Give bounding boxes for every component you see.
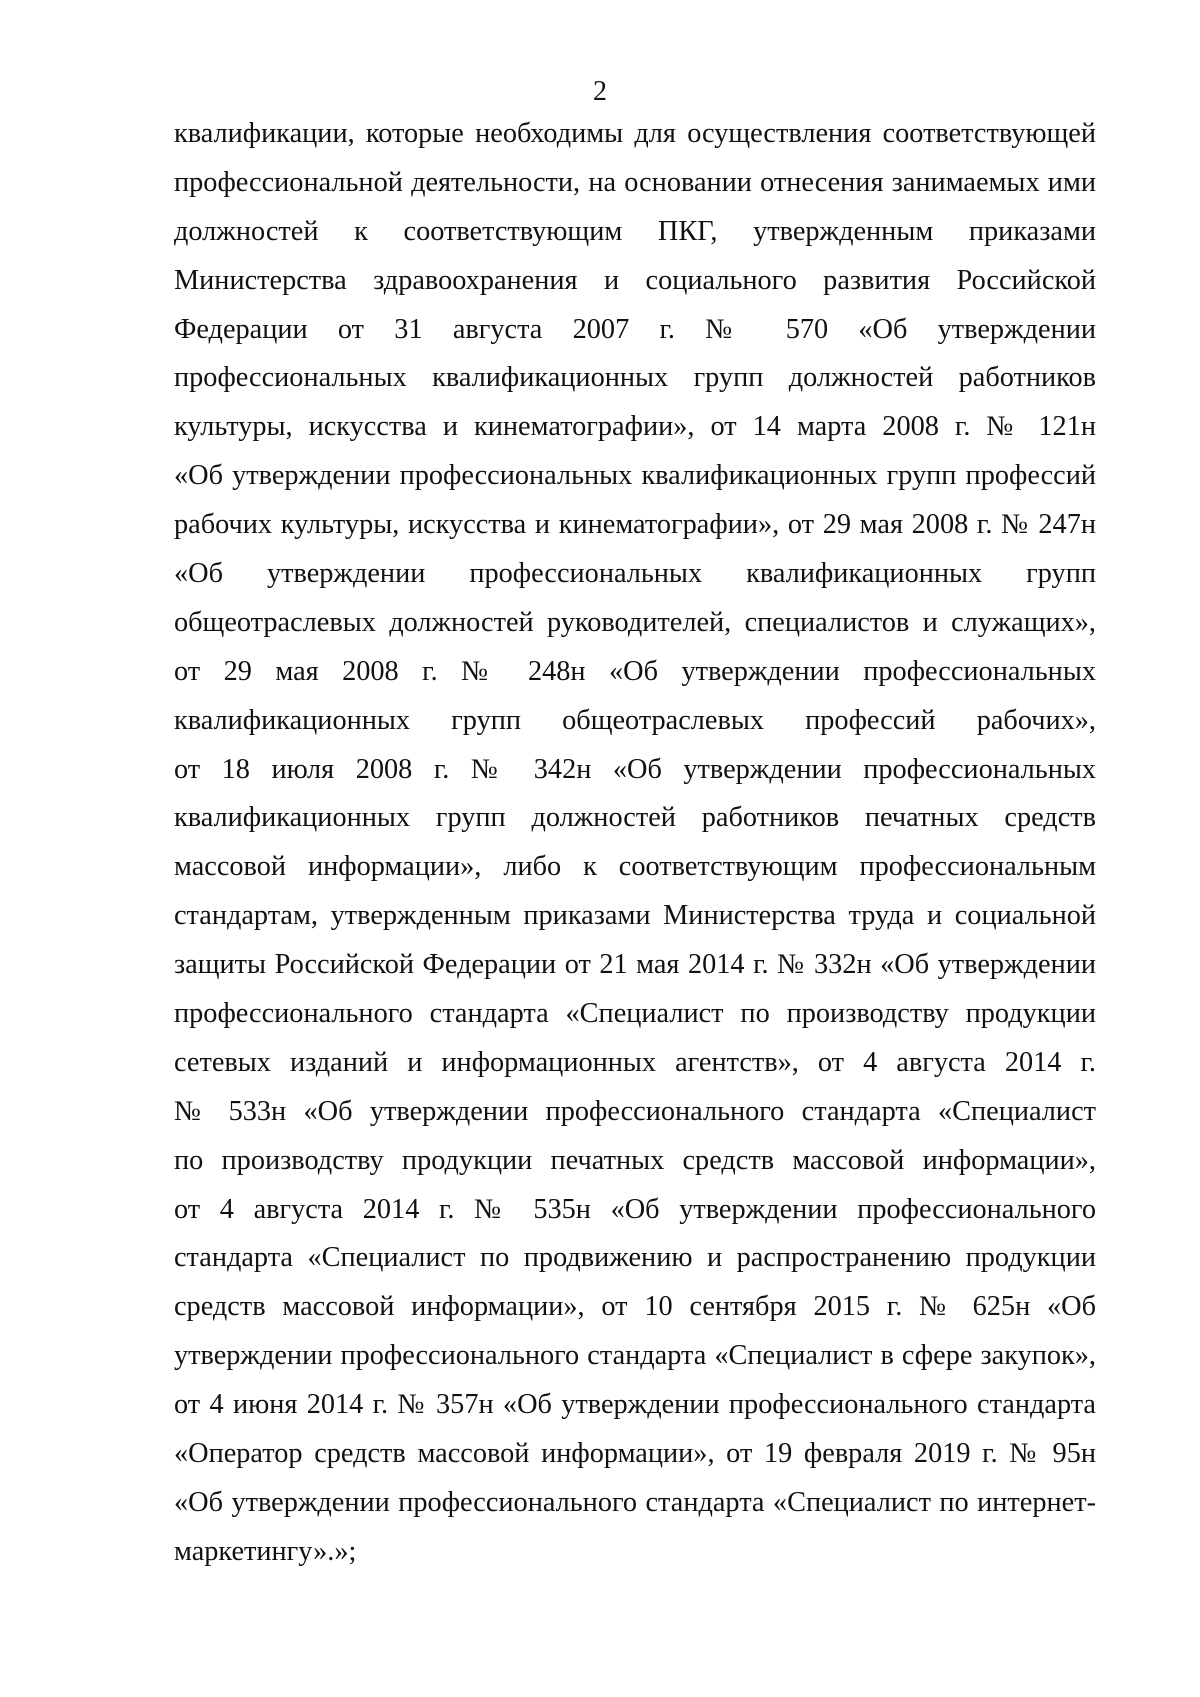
text-line: маркетингу».»; (174, 1535, 357, 1567)
text-line: от 4 августа 2014 г. № 535н «Об утверждении профессионального (174, 1193, 1096, 1225)
text-line: стандартам, утвержденным приказами Министерства труда и социальной (174, 900, 1096, 932)
text-line: от 4 июня 2014 г. № 357н «Об утверждении профессионального стандарта (174, 1389, 1096, 1421)
body-paragraph (174, 110, 1096, 1577)
text-line: квалификационных групп общеотраслевых профессий рабочих», (174, 704, 1096, 736)
text-line: квалификационных групп должностей работников печатных средств (174, 802, 1096, 834)
text-line: сетевых изданий и информационных агентств», от 4 августа 2014 г. (174, 1046, 1096, 1078)
text-line: рабочих культуры, искусства и кинематографии», от 29 мая 2008 г. № 247н (174, 509, 1096, 541)
text-line: массовой информации», либо к соответствующим профессиональным (174, 851, 1096, 883)
text-line: от 29 мая 2008 г. № 248н «Об утверждении профессиональных (174, 655, 1096, 687)
text-line: общеотраслевых должностей руководителей, специалистов и служащих», (174, 606, 1096, 638)
text-line: «Об утверждении профессиональных квалификационных групп профессий (174, 460, 1096, 492)
text-line: профессиональной деятельности, на основании отнесения занимаемых ими (174, 166, 1096, 198)
text-line: № 533н «Об утверждении профессионального стандарта «Специалист (174, 1095, 1096, 1127)
page-number: 2 (593, 76, 607, 107)
text-line: стандарта «Специалист по продвижению и распространению продукции (174, 1242, 1096, 1274)
text-line: «Об утверждении профессионального стандарта «Специалист по интернет- (174, 1486, 1096, 1518)
text-line: от 18 июля 2008 г. № 342н «Об утверждении профессиональных (174, 753, 1096, 785)
text-line: профессиональных квалификационных групп должностей работников (174, 362, 1096, 394)
text-line: Министерства здравоохранения и социального развития Российской (174, 264, 1096, 296)
text-line: культуры, искусства и кинематографии», от 14 марта 2008 г. № 121н (174, 411, 1096, 443)
text-line: квалификации, которые необходимы для осуществления соответствующей (174, 118, 1096, 149)
text-line: профессионального стандарта «Специалист по производству продукции (174, 998, 1096, 1030)
text-line: средств массовой информации», от 10 сентября 2015 г. № 625н «Об (174, 1291, 1096, 1323)
text-line: защиты Российской Федерации от 21 мая 2014 г. № 332н «Об утверждении (174, 949, 1096, 981)
text-line: Федерации от 31 августа 2007 г. № 570 «Об утверждении (174, 313, 1096, 345)
text-line: «Оператор средств массовой информации», от 19 февраля 2019 г. № 95н (174, 1438, 1096, 1470)
text-line: должностей к соответствующим ПКГ, утвержденным приказами (174, 215, 1096, 247)
text-line: по производству продукции печатных средств массовой информации», (174, 1144, 1096, 1176)
text-line: «Об утверждении профессиональных квалификационных групп (174, 558, 1096, 590)
text-line: утверждении профессионального стандарта «Специалист в сфере закупок», (174, 1340, 1096, 1372)
